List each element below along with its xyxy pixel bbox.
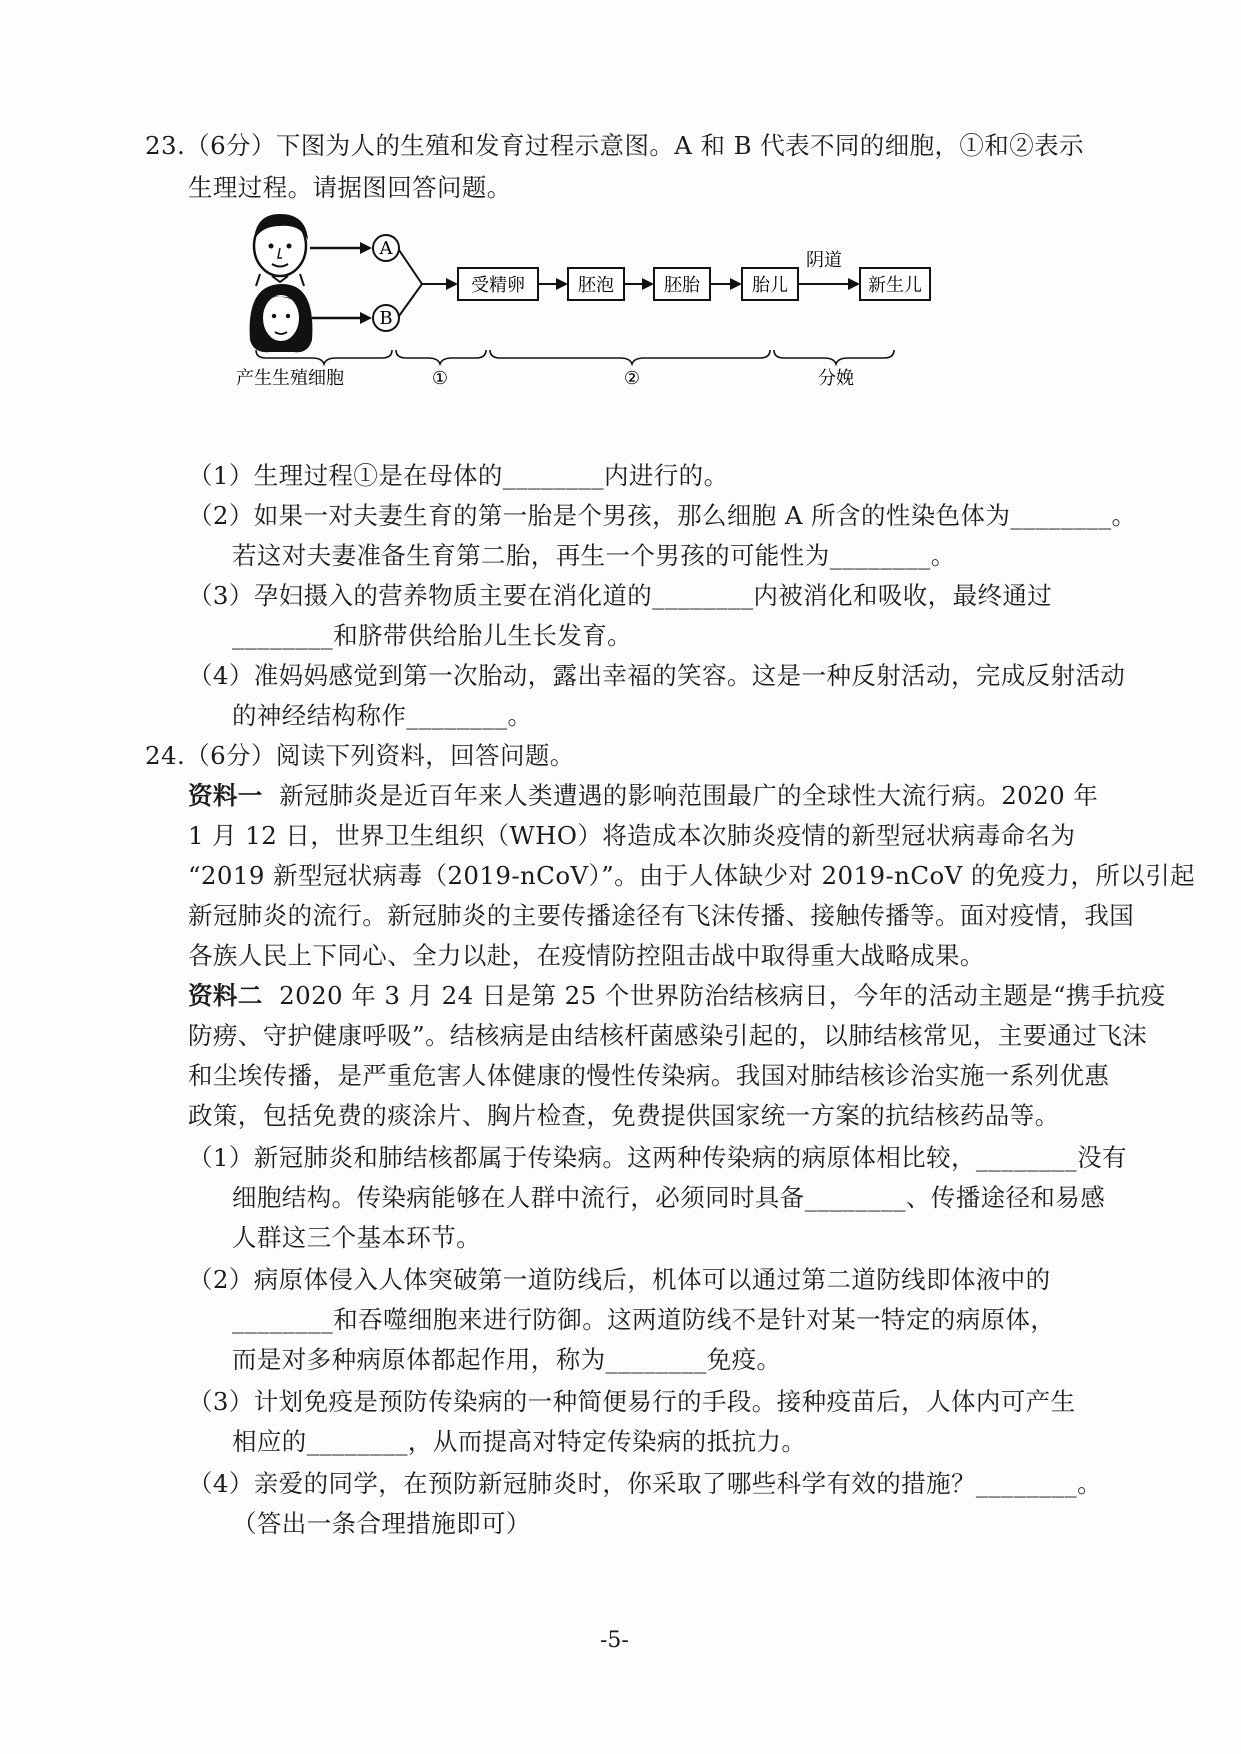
q24-sub1-cont2: 人群这三个基本环节。 — [232, 1223, 481, 1252]
q24-sub3: （3）计划免疫是预防传染病的一种简便易行的手段。接种疫苗后，人体内可产生 — [188, 1387, 1076, 1416]
q23-title-cont: 生理过程。请据图回答问题。 — [188, 173, 512, 202]
q24-sub1: （1）新冠肺炎和肺结核都属于传染病。这两种传染病的病原体相比较，________没有 — [188, 1143, 1127, 1172]
q24-title: 24.（6分）阅读下列资料，回答问题。 — [145, 741, 575, 770]
fertilization-merge-lines — [399, 250, 446, 316]
q23-sub2: （2）如果一对夫妻生育的第一胎是个男孩，那么细胞 A 所含的性染色体为________。 — [188, 501, 1137, 530]
man-face-icon — [254, 214, 308, 286]
box-fetus-label: 胎儿 — [752, 275, 788, 296]
cell-a-label: A — [379, 238, 393, 259]
brace-process-1 — [396, 350, 486, 364]
q24-sub1-cont: 细胞结构。传染病能够在人群中流行，必须同时具备________、传播途径和易感 — [232, 1183, 1106, 1212]
q24-sub4: （4）亲爱的同学，在预防新冠肺炎时，你采取了哪些科学有效的措施？________。 — [188, 1469, 1102, 1498]
box-newborn-label: 新生儿 — [868, 275, 922, 296]
brace-produce-cells — [256, 350, 392, 364]
q23-title: 23.（6分）下图为人的生殖和发育过程示意图。A 和 B 代表不同的细胞，①和②表示 — [145, 131, 1084, 160]
material-1-line-1: 资料一 新冠肺炎是近百年来人类遭遇的影响范围最广的全球性大流行病。2020 年 — [188, 781, 1099, 810]
process-2-label: ② — [623, 368, 641, 389]
cell-b-label: B — [379, 308, 393, 329]
q23-sub4-cont: 的神经结构称作________。 — [232, 701, 533, 730]
vagina-label: 阴道 — [806, 250, 842, 271]
page-number: -5- — [600, 1628, 629, 1653]
q23-sub3: （3）孕妇摄入的营养物质主要在消化道的________内被消化和吸收，最终通过 — [188, 581, 1053, 610]
material-1-label: 资料一 — [188, 781, 263, 810]
process-1-label: ① — [431, 368, 449, 389]
box-zygote-label: 受精卵 — [471, 275, 525, 296]
material-2-label: 资料二 — [188, 981, 263, 1010]
q24-sub4-cont: （答出一条合理措施即可） — [232, 1509, 531, 1538]
q24-sub2: （2）病原体侵入人体突破第一道防线后，机体可以通过第二道防线即体液中的 — [188, 1265, 1051, 1294]
reproduction-diagram — [236, 212, 1050, 442]
material-1-line-3: “2019 新型冠状病毒（2019-nCoV）”。由于人体缺少对 2019-nCoV 的免疫力，所以引起 — [188, 861, 1196, 890]
q23-sub1: （1）生理过程①是在母体的________内进行的。 — [188, 461, 729, 490]
q24-sub2-cont: ________和吞噬细胞来进行防御。这两道防线不是针对某一特定的病原体， — [232, 1305, 1056, 1334]
q23-sub3-cont: ________和脐带供给胎儿生长发育。 — [232, 621, 632, 650]
q24-sub2-cont2: 而是对多种病原体都起作用，称为________免疫。 — [232, 1345, 782, 1374]
material-2-line-1: 资料二 2020 年 3 月 24 日是第 25 个世界防治结核病日，今年的活动主题是“携手抗疫 — [188, 981, 1166, 1010]
material-2-line-4: 政策，包括免费的痰涂片、胸片检查，免费提供国家统一方案的抗结核药品等。 — [188, 1101, 1060, 1130]
q23-sub4: （4）准妈妈感觉到第一次胎动，露出幸福的笑容。这是一种反射活动，完成反射活动 — [188, 661, 1126, 690]
box-blastocyst-label: 胚泡 — [578, 275, 614, 296]
brace-birth — [774, 350, 894, 364]
woman-face-icon — [250, 284, 313, 352]
material-2-line-2: 防痨、守护健康呼吸”。结核病是由结核杆菌感染引起的，以肺结核常见，主要通过飞沫 — [188, 1021, 1148, 1050]
q23-sub2-cont: 若这对夫妻准备生育第二胎，再生一个男孩的可能性为________。 — [232, 541, 956, 570]
q24-sub3-cont: 相应的________，从而提高对特定传染病的抵抗力。 — [232, 1427, 807, 1456]
arrow-woman-to-b — [312, 312, 372, 324]
material-1-line-2: 1 月 12 日，世界卫生组织（WHO）将造成本次肺炎疫情的新型冠状病毒命名为 — [188, 821, 1076, 850]
material-2-line-3: 和尘埃传播，是严重危害人体健康的慢性传染病。我国对肺结核诊治实施一系列优惠 — [188, 1061, 1110, 1090]
produce-cells-label: 产生生殖细胞 — [236, 368, 344, 389]
material-1-line-4: 新冠肺炎的流行。新冠肺炎的主要传播途径有飞沫传播、接触传播等。面对疫情，我国 — [188, 901, 1135, 930]
arrow-man-to-a — [310, 242, 372, 254]
box-embryo-label: 胚胎 — [664, 275, 700, 296]
brace-process-2 — [490, 350, 770, 364]
birth-label: 分娩 — [818, 368, 854, 389]
material-1-line-5: 各族人民上下同心、全力以赴，在疫情防控阻击战中取得重大战略成果。 — [188, 941, 985, 970]
